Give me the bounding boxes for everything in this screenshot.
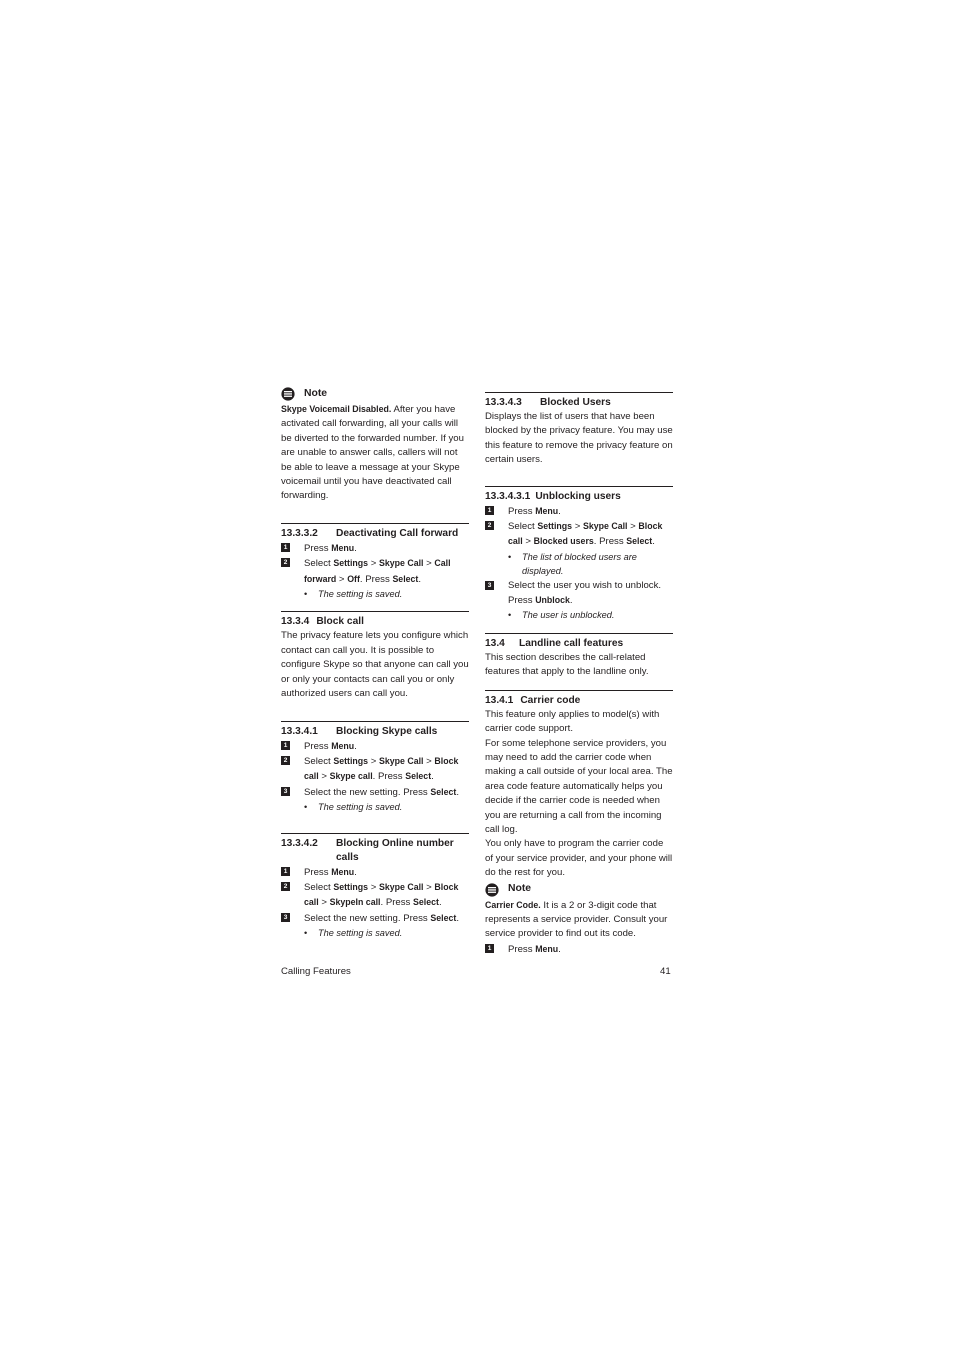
step-number: 1: [281, 543, 290, 552]
section-title: Blocking Skype calls: [336, 725, 438, 737]
step: 1 Press Menu.: [281, 541, 469, 556]
footer-section-title: Calling Features: [281, 966, 351, 977]
section-number: 13.3.4.3.1: [485, 490, 531, 502]
section-text: For some telephone service providers, you may need to add the carrier code when making a call outside of your local area. The area code feature automatically helps you decide if the carrier code is needed when you are returning a call from the incoming call log.: [485, 737, 673, 835]
step: 2 Select Settings > Skype Call > Block call > Skype call. Press Select.: [281, 754, 469, 785]
section-deactivating-call-forward: [281, 523, 469, 602]
step-number: 3: [281, 913, 290, 922]
step: 3 Select the new setting. Press Select.: [281, 911, 469, 926]
step: 2 Select Settings > Skype Call > Call forward > Off. Press Select.: [281, 556, 469, 587]
step: 1 Press Menu.: [485, 942, 673, 957]
step-number: 3: [281, 787, 290, 796]
step: 1 Press Menu.: [281, 865, 469, 880]
section-carrier-code: [485, 690, 673, 958]
section-blocking-skype-calls: [281, 721, 469, 815]
section-blocked-users: [485, 392, 673, 468]
step-number: 1: [485, 506, 494, 515]
step-number: 1: [281, 741, 290, 750]
section-text: The privacy feature lets you configure which contact can call you. It is possible to configure Skype so that anyone can call you or only your contacts can call you or only authorized users can call you.: [281, 630, 469, 700]
section-unblocking-users: [485, 486, 673, 623]
note-icon: [485, 883, 499, 897]
section-title: Unblocking users: [535, 490, 621, 502]
section-title: Landline call features: [519, 637, 624, 649]
step-result: • The setting is saved.: [304, 928, 403, 939]
section-number: 13.3.4.2: [281, 837, 318, 849]
step-number: 1: [485, 944, 494, 953]
step-number: 3: [485, 581, 494, 590]
section-number: 13.3.3.2: [281, 527, 318, 539]
section-number: 13.4.1: [485, 694, 514, 706]
section-number: 13.4: [485, 637, 505, 649]
right-column: [485, 384, 673, 957]
section-text: This section describes the call-related features that apply to the landline only.: [485, 651, 649, 678]
step-number: 1: [281, 867, 290, 876]
note-heading: Note: [304, 387, 328, 399]
left-column: [281, 384, 469, 941]
section-number: 13.3.4.3: [485, 397, 522, 408]
section-title: Blocking Online number calls: [336, 837, 454, 863]
note-block: [281, 386, 469, 504]
note-text: Skype Voicemail Disabled. After you have activated call forwarding, all your calls will be diverted to the forwarded number. If you are unable to answer calls, callers will not be able to leave a message at your Skype voicemail until you have deactivated call forwarding.: [281, 404, 464, 502]
step: 2 Select Settings > Skype Call > Block call > SkypeIn call. Press Select.: [281, 880, 469, 911]
step: 3 Select the user you wish to unblock. Press Unblock.: [485, 579, 673, 609]
section-number: 13.3.4.1: [281, 725, 318, 737]
step: 2 Select Settings > Skype Call > Block call > Blocked users. Press Select.: [485, 519, 673, 550]
section-text: Displays the list of users that have been blocked by the privacy feature. You may use this feature to remove the privacy feature on certain users.: [485, 411, 673, 466]
note-heading: Note: [508, 883, 532, 895]
note-icon: [281, 387, 295, 401]
step-number: 2: [281, 756, 290, 765]
section-text: This feature only applies to model(s) with carrier code support.: [485, 708, 660, 735]
section-title: Block call: [316, 616, 364, 628]
section-number: 13.3.4: [281, 616, 310, 628]
step: 3 Select the new setting. Press Select.: [281, 785, 469, 800]
step: 1 Press Menu.: [281, 739, 469, 754]
section-block-call: [281, 611, 469, 701]
footer-page-number: 41: [660, 966, 671, 977]
section-text: You only have to program the carrier code of your service provider, and your phone will do the rest for you.: [485, 838, 673, 879]
note-text: Carrier Code. It is a 2 or 3-digit code that represents a service provider. Consult your service provider to find out its code.: [485, 899, 668, 940]
section-blocking-online-number-calls: [281, 833, 469, 941]
section-landline-call-features: [485, 633, 673, 680]
step-result: • The setting is saved.: [304, 589, 403, 600]
step-result: • The setting is saved.: [304, 802, 403, 813]
section-title: Deactivating Call forward: [336, 527, 459, 539]
section-title: Blocked Users: [540, 397, 611, 408]
step-number: 2: [485, 521, 494, 530]
step-result: • The list of blocked users are displayed.: [508, 551, 637, 577]
section-title: Carrier code: [520, 694, 581, 706]
step-number: 2: [281, 882, 290, 891]
step-result: • The user is unblocked.: [508, 610, 615, 621]
step: 1 Press Menu.: [485, 504, 673, 519]
step-number: 2: [281, 558, 290, 567]
